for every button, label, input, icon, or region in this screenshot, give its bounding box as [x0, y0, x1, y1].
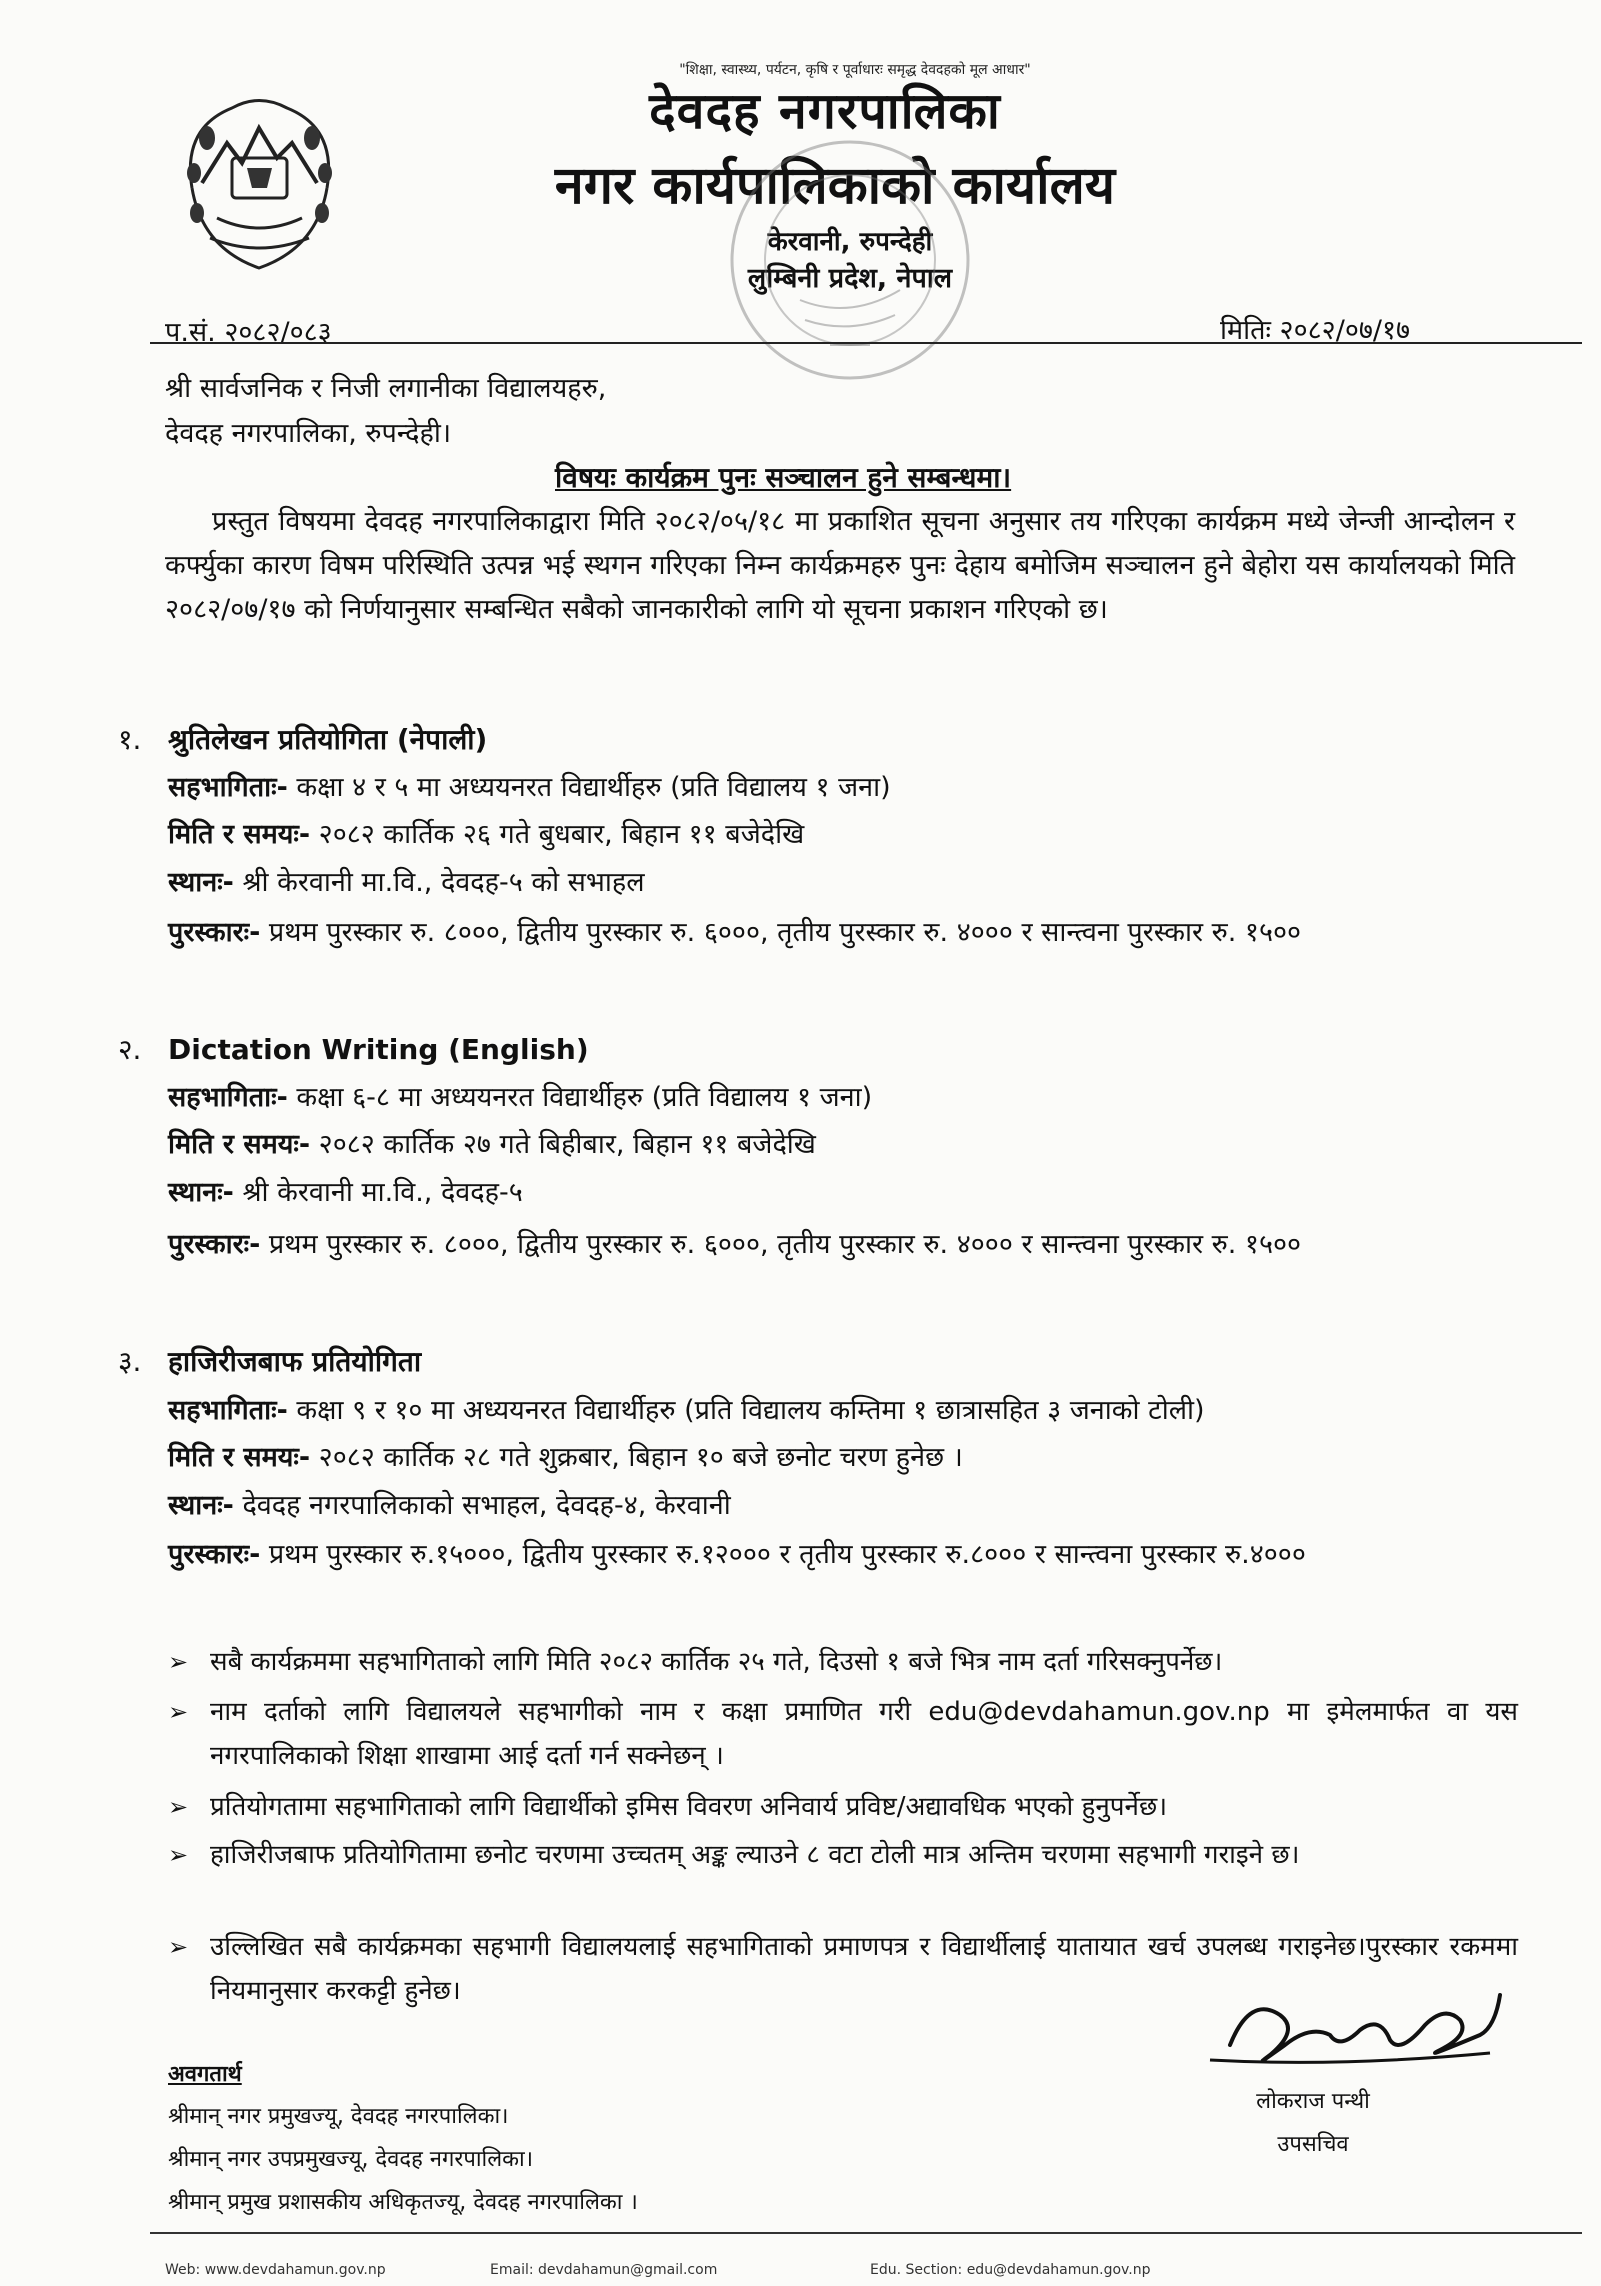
- arrow-bullet-icon: ➢: [168, 1933, 189, 1961]
- footer-edu: Edu. Section: edu@devdahamun.gov.np: [870, 2262, 1151, 2278]
- note-text: सबै कार्यक्रममा सहभागिताको लागि मिति २०८२ कार्तिक २५ गते, दिउसो १ बजे भित्र नाम दर्ता गरिसक्नुपर्नेछ।: [210, 1647, 1223, 1677]
- item-number: ३.: [118, 1345, 142, 1378]
- cc-heading: अवगतार्थ: [168, 2062, 242, 2087]
- address-line-1: केरवानी, रुपन्देही: [767, 227, 933, 257]
- note-item: [168, 1690, 1518, 1778]
- datetime-label: मिति र समयः-: [168, 1129, 311, 1160]
- prize-value: प्रथम पुरस्कार रु.१५०००, द्वितीय पुरस्कार रु.१२००० र तृतीय पुरस्कार रु.८००० र सान्त्वना पुरस्कार रु.४०००: [260, 1539, 1306, 1570]
- letter-date: मितिः २०८२/०७/१७: [1220, 315, 1411, 346]
- address-line-2: लुम्बिनी प्रदेश, नेपाल: [747, 263, 953, 294]
- item-number: २.: [118, 1033, 142, 1066]
- cc-line: श्रीमान् नगर उपप्रमुखज्यू, देवदह नगरपालिका।: [168, 2147, 534, 2172]
- footer-web: Web: www.devdahamun.gov.np: [165, 2262, 386, 2278]
- item-title: [118, 720, 487, 758]
- prize-field: [168, 1222, 1518, 1267]
- signatory-title: उपसचिव: [1277, 2132, 1349, 2157]
- venue-value: श्री केरवानी मा.वि., देवदह-५ को सभाहल: [233, 867, 645, 898]
- item-number: १.: [118, 723, 142, 756]
- datetime-field: [168, 812, 1518, 857]
- datetime-label: मिति र समयः-: [168, 1442, 311, 1473]
- note-item: [168, 1833, 1518, 1877]
- reference-number: प.सं. २०८२/०८३: [165, 317, 332, 348]
- participation-field: [168, 1075, 1518, 1120]
- participation-field: [168, 765, 1518, 810]
- office-stamp: [720, 130, 980, 390]
- nepal-emblem-icon: [172, 88, 347, 278]
- venue-label: स्थानः-: [168, 1177, 234, 1208]
- datetime-field: [168, 1122, 1518, 1167]
- signature: [1190, 1975, 1510, 2085]
- cc-line: श्रीमान् नगर प्रमुखज्यू, देवदह नगरपालिका।: [168, 2104, 509, 2129]
- datetime-value: २०८२ कार्तिक २८ गते शुक्रबार, बिहान १० बजे छनोट चरण हुनेछ ।: [310, 1442, 963, 1473]
- prize-label: पुरस्कारः-: [168, 1539, 261, 1570]
- note-text: हाजिरीजबाफ प्रतियोगितामा छनोट चरणमा उच्चतम् अङ्क ल्याउने ८ वटा टोली मात्र अन्तिम चरणमा सहभागी गराइने छ।: [210, 1840, 1300, 1870]
- participation-value: कक्षा ४ र ५ मा अध्ययनरत विद्यार्थीहरु (प्रति विद्यालय १ जना): [287, 772, 891, 803]
- participation-label: सहभागिताः-: [168, 772, 288, 803]
- participation-value: कक्षा ९ र १० मा अध्ययनरत विद्यार्थीहरु (प्रति विद्यालय कम्तिमा १ छात्रासहित ३ जनाको टोली): [287, 1395, 1205, 1426]
- footer-email: Email: devdahamun@gmail.com: [490, 2262, 718, 2278]
- arrow-bullet-icon: ➢: [168, 1648, 189, 1676]
- item-title-text: हाजिरीजबाफ प्रतियोगिता: [168, 1345, 422, 1378]
- participation-label: सहभागिताः-: [168, 1082, 288, 1113]
- datetime-value: २०८२ कार्तिक २७ गते बिहीबार, बिहान ११ बजेदेखि: [310, 1129, 816, 1160]
- arrow-bullet-icon: ➢: [168, 1841, 189, 1869]
- venue-value: देवदह नगरपालिकाको सभाहल, देवदह-४, केरवानी: [233, 1490, 731, 1521]
- prize-field: [168, 1532, 1518, 1577]
- recipient-line-1: श्री सार्वजनिक र निजी लगानीका विद्यालयहरु,: [165, 373, 607, 404]
- note-text: नाम दर्ताको लागि विद्यालयले सहभागीको नाम र कक्षा प्रमाणित गरी edu@devdahamun.gov.np मा इमेलमार्फत वा यस नगरपालिकाको शिक्षा शाखामा आई दर्ता गर्न सक्नेछन् ।: [210, 1697, 1518, 1771]
- cc-line: श्रीमान् प्रमुख प्रशासकीय अधिकृतज्यू, देवदह नगरपालिका ।: [168, 2190, 638, 2215]
- datetime-value: २०८२ कार्तिक २६ गते बुधबार, बिहान ११ बजेदेखि: [310, 819, 805, 850]
- footer-divider: [150, 2232, 1582, 2234]
- prize-field: [168, 910, 1518, 955]
- participation-field: [168, 1388, 1518, 1433]
- prize-label: पुरस्कारः-: [168, 917, 261, 948]
- item-title: [118, 1342, 421, 1380]
- prize-label: पुरस्कारः-: [168, 1229, 261, 1260]
- venue-label: स्थानः-: [168, 1490, 234, 1521]
- header-divider: [150, 342, 1582, 344]
- datetime-label: मिति र समयः-: [168, 819, 311, 850]
- note-item: [168, 1640, 1518, 1684]
- participation-label: सहभागिताः-: [168, 1395, 288, 1426]
- org-name: देवदह नगरपालिका: [649, 82, 1001, 140]
- note-text: उल्लिखित सबै कार्यक्रमका सहभागी विद्यालयलाई सहभागिताको प्रमाणपत्र र विद्यार्थीलाई यातायात खर्च उपलब्ध गराइनेछ।पुरस्कार रकममा नियमानुसार करकट्टी हुनेछ।: [210, 1932, 1518, 2006]
- signatory-name: लोकराज पन्थी: [1256, 2089, 1370, 2114]
- venue-value: श्री केरवानी मा.वि., देवदह-५: [233, 1177, 523, 1208]
- item-title-text: Dictation Writing (English): [168, 1033, 589, 1066]
- item-title-text: श्रुतिलेखन प्रतियोगिता (नेपाली): [168, 723, 488, 756]
- venue-field: [168, 1170, 1518, 1215]
- motto: "शिक्षा, स्वास्थ्य, पर्यटन, कृषि र पूर्वाधारः समृद्ध देवदहको मूल आधार": [679, 62, 1031, 78]
- office-name: नगर कार्यपालिकाको कार्यालय: [554, 156, 1116, 216]
- venue-field: [168, 860, 1518, 905]
- venue-label: स्थानः-: [168, 867, 234, 898]
- note-text: प्रतियोगतामा सहभागिताको लागि विद्यार्थीको इमिस विवरण अनिवार्य प्रविष्ट/अद्यावधिक भएको हुनुपर्नेछ।: [210, 1792, 1168, 1822]
- venue-field: [168, 1483, 1518, 1528]
- item-title: [118, 1030, 589, 1068]
- prize-value: प्रथम पुरस्कार रु. ८०००, द्वितीय पुरस्कार रु. ६०००, तृतीय पुरस्कार रु. ४००० र सान्त्वना पुरस्कार रु. १५००: [260, 917, 1302, 948]
- intro-paragraph: प्रस्तुत विषयमा देवदह नगरपालिकाद्वारा मिति २०८२/०५/१८ मा प्रकाशित सूचना अनुसार तय गरिएका कार्यक्रम मध्ये जेन्जी आन्दोलन र कर्फ्युका कारण विषम परिस्थिति उत्पन्न भई स्थगन गरिएका निम्न कार्यक्रमहरु पुनः देहाय बमोजिम सञ्चालन हुने बेहोरा यस कार्यालयको मिति २०८२/०७/१७ को निर्णयानुसार सम्बन्धित सबैको जानकारीको लागि यो सूचना प्रकाशन गरिएको छ।: [165, 506, 1515, 625]
- datetime-field: [168, 1435, 1518, 1480]
- note-item: [168, 1785, 1518, 1829]
- recipient-line-2: देवदह नगरपालिका, रुपन्देही।: [165, 418, 452, 449]
- arrow-bullet-icon: ➢: [168, 1793, 189, 1821]
- arrow-bullet-icon: ➢: [168, 1698, 189, 1726]
- prize-value: प्रथम पुरस्कार रु. ८०००, द्वितीय पुरस्कार रु. ६०००, तृतीय पुरस्कार रु. ४००० र सान्त्वना पुरस्कार रु. १५००: [260, 1229, 1302, 1260]
- participation-value: कक्षा ६-८ मा अध्ययनरत विद्यार्थीहरु (प्रति विद्यालय १ जना): [287, 1082, 873, 1113]
- subject: विषयः कार्यक्रम पुनः सञ्चालन हुने सम्बन्धमा।: [555, 461, 1012, 494]
